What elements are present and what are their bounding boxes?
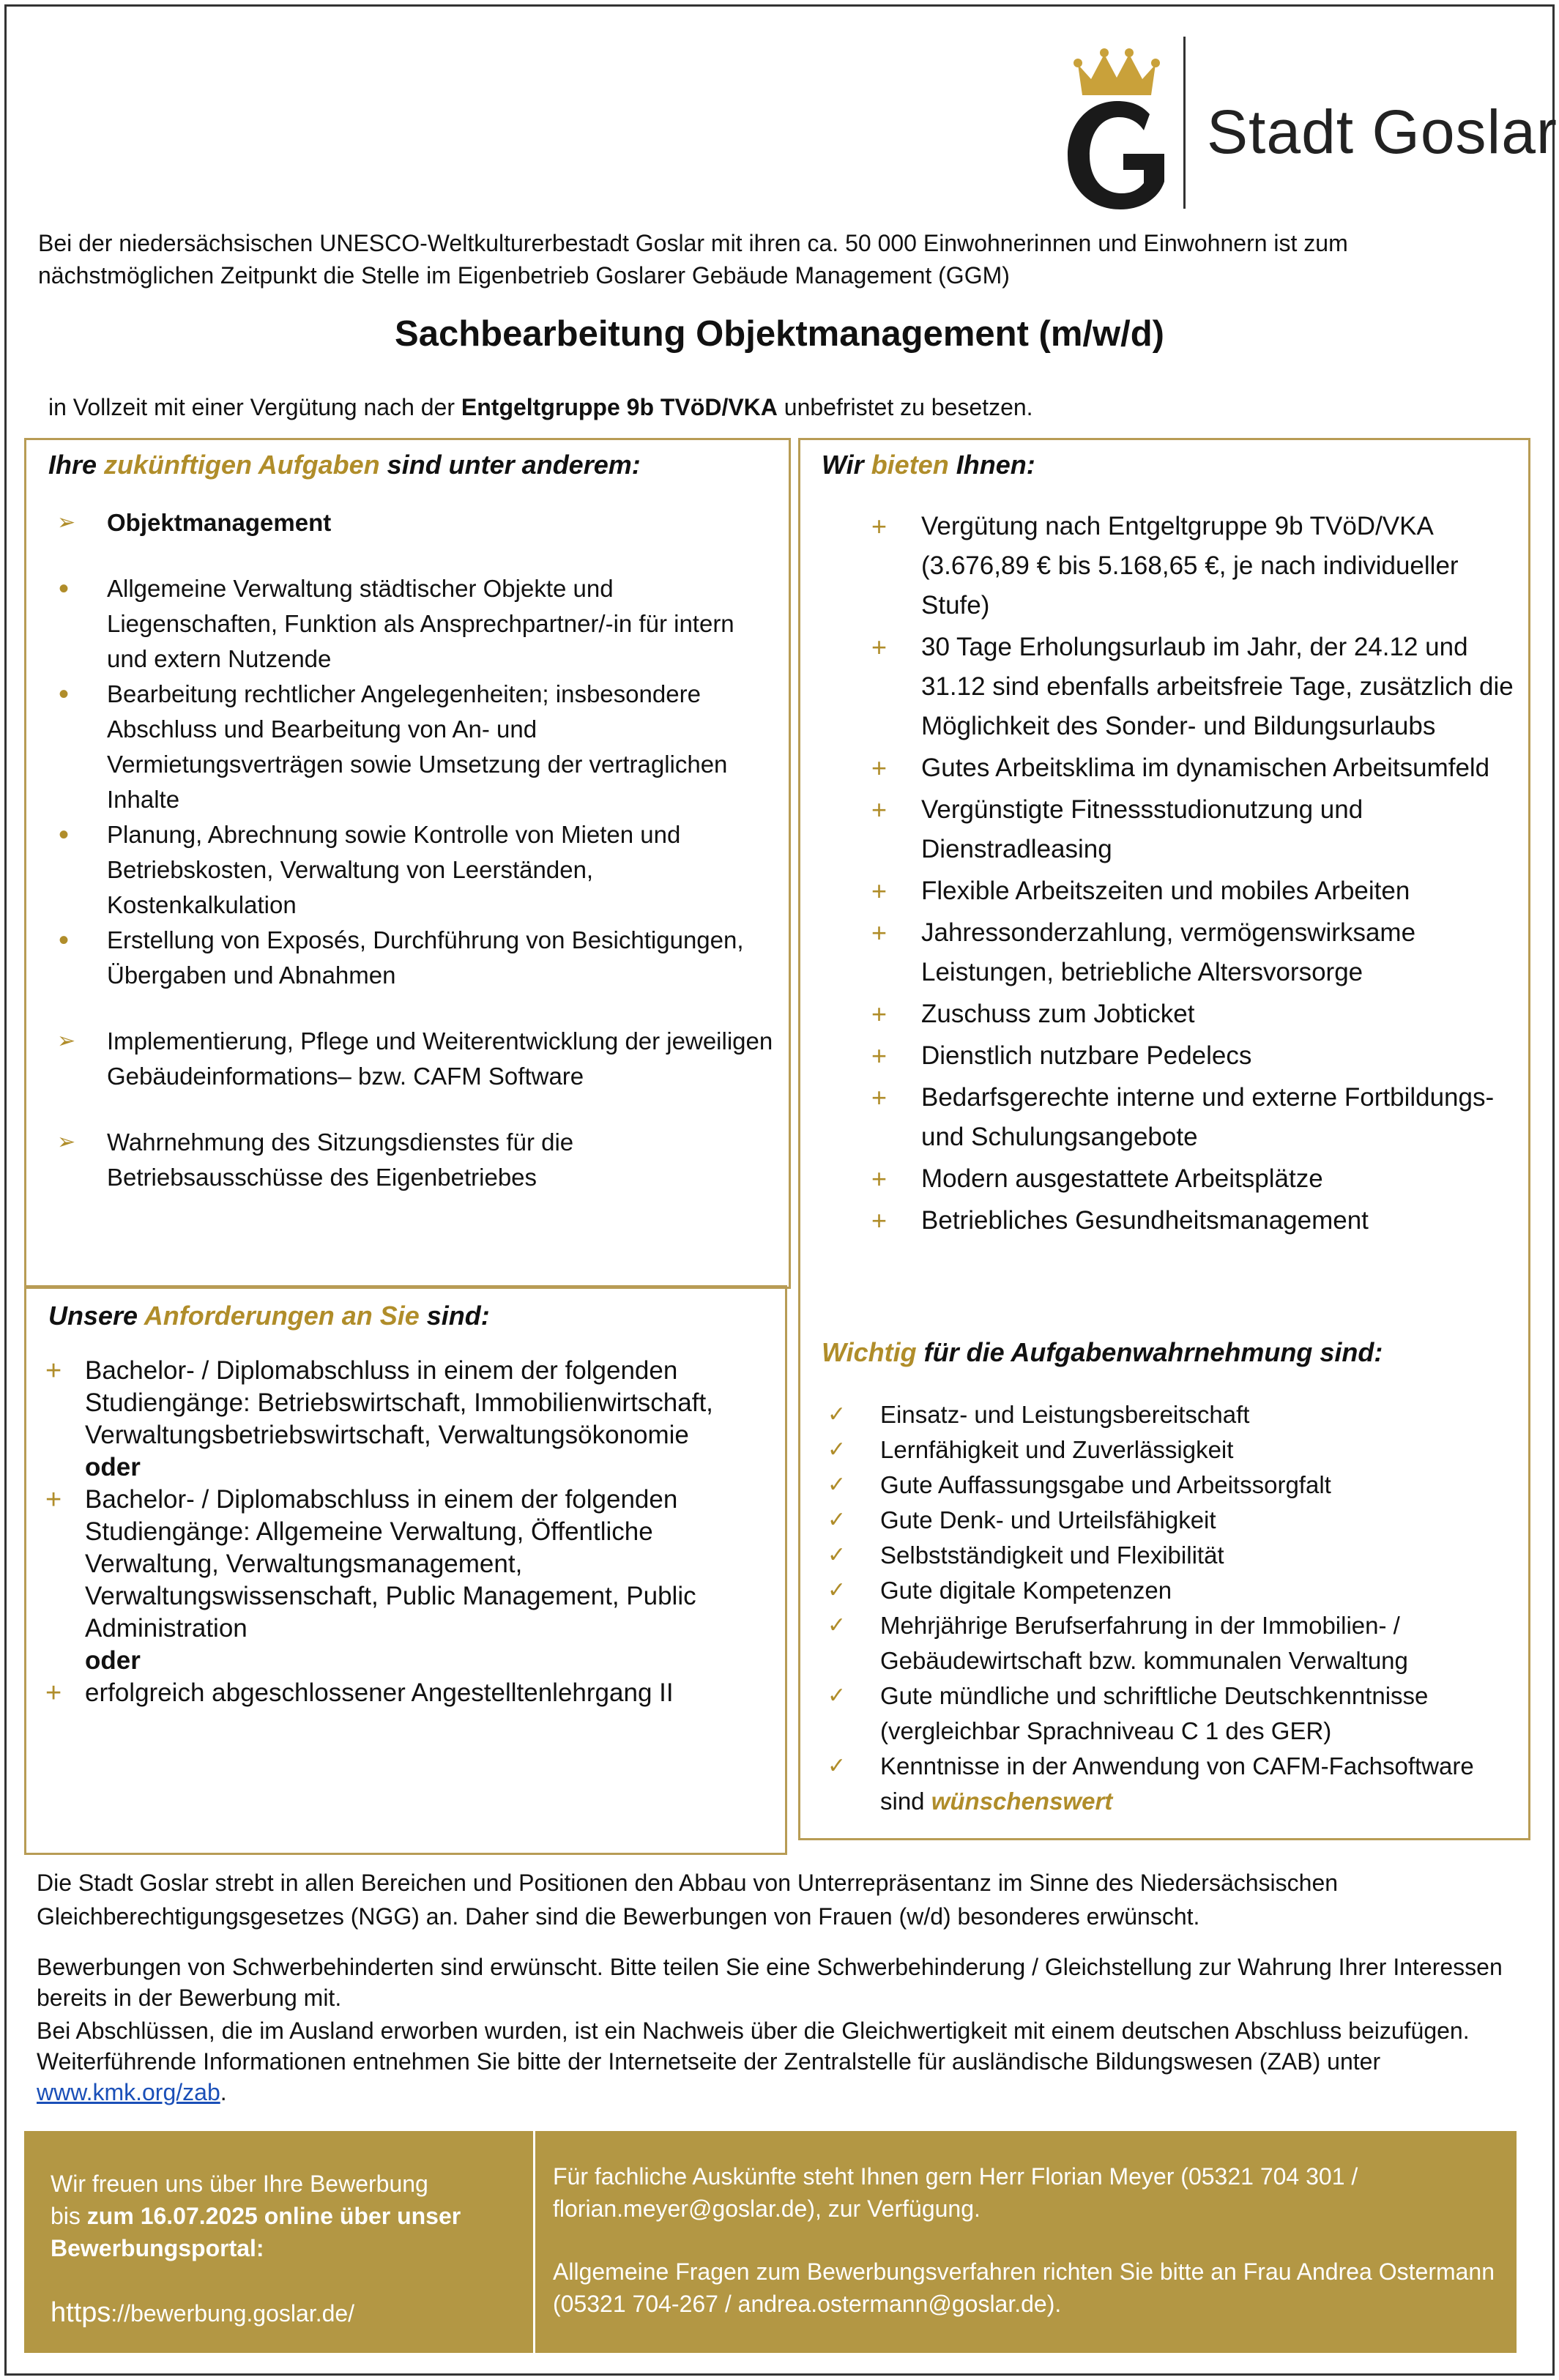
- list-item: [871, 994, 1516, 1034]
- equality-paragraph: Die Stadt Goslar strebt in allen Bereichen und Positionen den Abbau von Unterrepräsentanz im Sinne des Niedersächsischen Gleichberechtigungsgesetzes (NGG) an. Daher sind die Bewerbungen von Frauen (w/d) besonderes erwünscht.: [37, 1870, 1339, 1930]
- offer-text: Zuschuss zum Jobticket: [921, 1000, 1195, 1028]
- check-icon: ✓: [827, 1473, 847, 1497]
- list-item: [57, 1125, 776, 1195]
- logo-divider: [1183, 37, 1186, 209]
- tasks-main-item: Objektmanagement: [107, 509, 332, 536]
- list-item: [827, 1749, 1523, 1819]
- offer-text: Betriebliches Gesundheitsmanagement: [921, 1206, 1369, 1235]
- list-item: [871, 748, 1516, 788]
- dot-bullet-icon: •: [59, 573, 70, 605]
- list-item: [57, 1024, 776, 1094]
- list-item: [827, 1397, 1523, 1432]
- req-heading-b: Anforderungen an Sie: [144, 1301, 420, 1331]
- offer-text: Jahressonderzahlung, vermögenswirksame Leistungen, betriebliche Altersvorsorge: [921, 918, 1416, 986]
- task-text: Implementierung, Pflege und Weiterentwicklung der jeweiligen Gebäudeinformations– bzw. CAFM Software: [107, 1027, 773, 1090]
- requirements-list: [45, 1355, 778, 1709]
- check-icon: ✓: [827, 1578, 847, 1602]
- offer-text: Vergütung nach Entgeltgruppe 9b TVöD/VKA (3.676,89 € bis 5.168,65 €, je nach individueller Stufe): [921, 512, 1459, 620]
- abroad-paragraph: [37, 2015, 1530, 2108]
- disability-paragraph: Bewerbungen von Schwerbehinderten sind erwünscht. Bitte teilen Sie eine Schwerbehinderung / Gleichstellung zur Wahrung Ihrer Interessen bereits in der Bewerbung mit.: [37, 1954, 1503, 2011]
- list-item: [59, 923, 776, 993]
- offer-text: 30 Tage Erholungsurlaub im Jahr, der 24.12 und 31.12 sind ebenfalls arbeitsfreie Tage, zusätzlich die Möglichkeit des Sonder- und Bildungsurlaubs: [921, 633, 1514, 740]
- list-item: [871, 507, 1516, 625]
- list-item: [827, 1503, 1523, 1538]
- important-text: Gute mündliche und schriftliche Deutschkenntnisse (vergleichbar Sprachniveau C 1 des GER): [880, 1682, 1429, 1744]
- requirements-heading: [48, 1301, 490, 1331]
- offer-heading-b: bieten: [871, 450, 949, 480]
- list-item: [827, 1678, 1523, 1749]
- req-heading-c: sind:: [419, 1301, 490, 1331]
- list-item: [57, 505, 776, 540]
- dot-bullet-icon: •: [59, 924, 70, 956]
- list-item: [59, 677, 776, 817]
- tasks-heading-b: zukünftigen Aufgaben: [104, 450, 380, 480]
- check-icon: ✓: [827, 1754, 847, 1778]
- important-heading-a: Wichtig: [822, 1337, 917, 1367]
- important-text: Kenntnisse in der Anwendung von CAFM-Fachsoftware sind: [880, 1752, 1474, 1815]
- footer-deadline-bold: zum 16.07.2025 online über unser Bewerbungsportal:: [51, 2203, 461, 2261]
- footer-contact-general: Allgemeine Fragen zum Bewerbungsverfahren richten Sie bitte an Frau Andrea Ostermann (05321 704-267 / andrea.ostermann@goslar.de).: [553, 2258, 1495, 2317]
- plus-bullet-icon: +: [871, 1205, 888, 1235]
- tasks-heading-c: sind unter anderem:: [379, 450, 641, 480]
- important-text: Lernfähigkeit und Zuverlässigkeit: [880, 1436, 1234, 1463]
- list-item: [871, 1078, 1516, 1157]
- zab-link[interactable]: www.kmk.org/zab: [37, 2079, 220, 2105]
- plus-bullet-icon: +: [871, 753, 888, 783]
- plus-bullet-icon: +: [45, 1678, 62, 1708]
- check-icon: ✓: [827, 1613, 847, 1637]
- offer-list: [871, 507, 1516, 1243]
- requirement-text: Bachelor- / Diplomabschluss in einem der folgenden Studiengänge: Allgemeine Verwaltung, Öffentliche Verwaltung, Verwaltungsmanagement, Verwaltungswissenschaft, Public Management, Public Administration: [85, 1485, 696, 1643]
- portal-link[interactable]: [51, 2297, 519, 2329]
- footer-deadline-pre: bis: [51, 2203, 87, 2229]
- important-text: Einsatz- und Leistungsbereitschaft: [880, 1401, 1250, 1428]
- employment-pre: in Vollzeit mit einer Vergütung nach der: [48, 394, 461, 420]
- important-heading: [822, 1337, 1383, 1368]
- plus-bullet-icon: +: [871, 918, 888, 948]
- list-item: [827, 1468, 1523, 1503]
- footer-divider: [533, 2131, 535, 2353]
- list-item: [827, 1538, 1523, 1573]
- footer-deadline: [51, 2200, 527, 2264]
- footer-welcome: Wir freuen uns über Ihre Bewerbung: [51, 2171, 428, 2197]
- arrow-bullet-icon: ➢: [57, 1029, 76, 1053]
- offer-heading-a: Wir: [822, 450, 871, 480]
- list-item: [871, 790, 1516, 869]
- plus-bullet-icon: +: [45, 1484, 62, 1515]
- tasks-heading: [48, 450, 641, 480]
- portal-link-rest: ://bewerbung.goslar.de/: [111, 2300, 355, 2327]
- offer-text: Dienstlich nutzbare Pedelecs: [921, 1041, 1252, 1070]
- or-label: oder: [85, 1453, 141, 1481]
- job-title: Sachbearbeitung Objektmanagement (m/w/d): [395, 314, 1164, 354]
- requirement-text: Bachelor- / Diplomabschluss in einem der folgenden Studiengänge: Betriebswirtschaft, Immobilienwirtschaft, Verwaltungsbetriebswirtschaft, Verwaltungsökonomie: [85, 1356, 713, 1449]
- plus-bullet-icon: +: [871, 1041, 888, 1071]
- list-item: [827, 1608, 1523, 1678]
- important-text: Mehrjährige Berufserfahrung in der Immobilien- / Gebäudewirtschaft bzw. kommunalen Verwaltung: [880, 1612, 1408, 1674]
- plus-bullet-icon: +: [871, 632, 888, 662]
- plus-bullet-icon: +: [871, 511, 888, 541]
- footer-contact-specialist: Für fachliche Auskünfte steht Ihnen gern Herr Florian Meyer (05321 704 301 / florian.meyer@goslar.de), zur Verfügung.: [553, 2163, 1358, 2222]
- logo-wordmark: Stadt Goslar: [1207, 97, 1558, 166]
- important-heading-b: für die Aufgabenwahrnehmung sind:: [916, 1337, 1383, 1367]
- important-list: [827, 1397, 1523, 1819]
- list-item: [45, 1677, 778, 1709]
- list-item: [871, 1036, 1516, 1076]
- important-text: Gute Auffassungsgabe und Arbeitssorgfalt: [880, 1471, 1331, 1498]
- offer-text: Vergünstigte Fitnessstudionutzung und Dienstradleasing: [921, 795, 1363, 863]
- task-text: Wahrnehmung des Sitzungsdienstes für die Betriebsausschüsse des Eigenbetriebes: [107, 1128, 574, 1191]
- list-item: [827, 1573, 1523, 1608]
- check-icon: ✓: [827, 1438, 847, 1462]
- important-highlight: wünschenswert: [931, 1788, 1113, 1815]
- tasks-heading-a: Ihre: [48, 450, 105, 480]
- plus-bullet-icon: +: [871, 876, 888, 906]
- employment-terms: [48, 391, 1513, 423]
- offer-text: Flexible Arbeitszeiten und mobiles Arbeiten: [921, 877, 1410, 905]
- important-text: Selbstständigkeit und Flexibilität: [880, 1542, 1224, 1569]
- offer-heading-c: Ihnen:: [948, 450, 1035, 480]
- tasks-list: [57, 505, 776, 1195]
- list-item: [871, 1201, 1516, 1241]
- offer-heading: [822, 450, 1035, 480]
- list-item: [871, 913, 1516, 992]
- list-item: [59, 571, 776, 677]
- dot-bullet-icon: •: [59, 819, 70, 851]
- check-icon: ✓: [827, 1684, 847, 1708]
- requirement-text: erfolgreich abgeschlossener Angestelltenlehrgang II: [85, 1678, 674, 1707]
- dot-bullet-icon: •: [59, 678, 70, 710]
- portal-link-scheme: https: [51, 2297, 111, 2328]
- employment-paygrade: Entgeltgruppe 9b TVöD/VKA: [461, 394, 778, 420]
- offer-text: Gutes Arbeitsklima im dynamischen Arbeitsumfeld: [921, 754, 1490, 782]
- goslar-crown-g-icon: [1062, 44, 1172, 212]
- list-item: [871, 628, 1516, 746]
- list-item: [871, 871, 1516, 911]
- offer-text: Bedarfsgerechte interne und externe Fortbildungs- und Schulungsangebote: [921, 1083, 1495, 1151]
- plus-bullet-icon: +: [871, 1082, 888, 1112]
- abroad-end: .: [220, 2079, 227, 2105]
- plus-bullet-icon: +: [871, 999, 888, 1029]
- plus-bullet-icon: +: [871, 1164, 888, 1194]
- offer-text: Modern ausgestattete Arbeitsplätze: [921, 1164, 1323, 1193]
- plus-bullet-icon: +: [45, 1356, 62, 1386]
- list-item: [45, 1355, 778, 1451]
- stadt-goslar-logo: [1062, 37, 1558, 212]
- check-icon: ✓: [827, 1508, 847, 1532]
- task-text: Erstellung von Exposés, Durchführung von Besichtigungen, Übergaben und Abnahmen: [107, 926, 744, 989]
- check-icon: ✓: [827, 1402, 847, 1427]
- arrow-bullet-icon: ➢: [57, 1130, 76, 1154]
- list-item: [45, 1484, 778, 1645]
- important-text: Gute digitale Kompetenzen: [880, 1577, 1172, 1604]
- arrow-bullet-icon: ➢: [57, 510, 76, 535]
- abroad-text: Bei Abschlüssen, die im Ausland erworben wurden, ist ein Nachweis über die Gleichwertigkeit mit einem deutschen Abschluss beizufügen. Weiterführende Informationen entnehmen Sie bitte der Internetseite der Zentralstelle für ausländische Bildungswesen (ZAB) unter: [37, 2018, 1470, 2075]
- task-text: Allgemeine Verwaltung städtischer Objekte und Liegenschaften, Funktion als Ansprechpartner/-in für intern und extern Nutzende: [107, 575, 734, 672]
- important-text: Gute Denk- und Urteilsfähigkeit: [880, 1506, 1216, 1533]
- or-label: oder: [85, 1646, 141, 1675]
- req-heading-a: Unsere: [48, 1301, 144, 1331]
- intro-paragraph: Bei der niedersächsischen UNESCO-Weltkulturerbestadt Goslar mit ihren ca. 50 000 Einwohnerinnen und Einwohnern ist zum nächstmöglichen Zeitpunkt die Stelle im Eigenbetrieb Goslarer Gebäude Management (GGM): [38, 230, 1348, 289]
- employment-post: unbefristet zu besetzen.: [777, 394, 1033, 420]
- list-item: [871, 1159, 1516, 1199]
- task-text: Planung, Abrechnung sowie Kontrolle von Mieten und Betriebskosten, Verwaltung von Leerständen, Kostenkalkulation: [107, 821, 681, 918]
- list-item: [827, 1432, 1523, 1468]
- check-icon: ✓: [827, 1543, 847, 1567]
- footer-banner: [24, 2131, 1517, 2353]
- list-item: [59, 817, 776, 923]
- task-text: Bearbeitung rechtlicher Angelegenheiten; insbesondere Abschluss und Bearbeitung von An- und Vermietungsverträgen sowie Umsetzung der vertraglichen Inhalte: [107, 680, 728, 813]
- plus-bullet-icon: +: [871, 795, 888, 825]
